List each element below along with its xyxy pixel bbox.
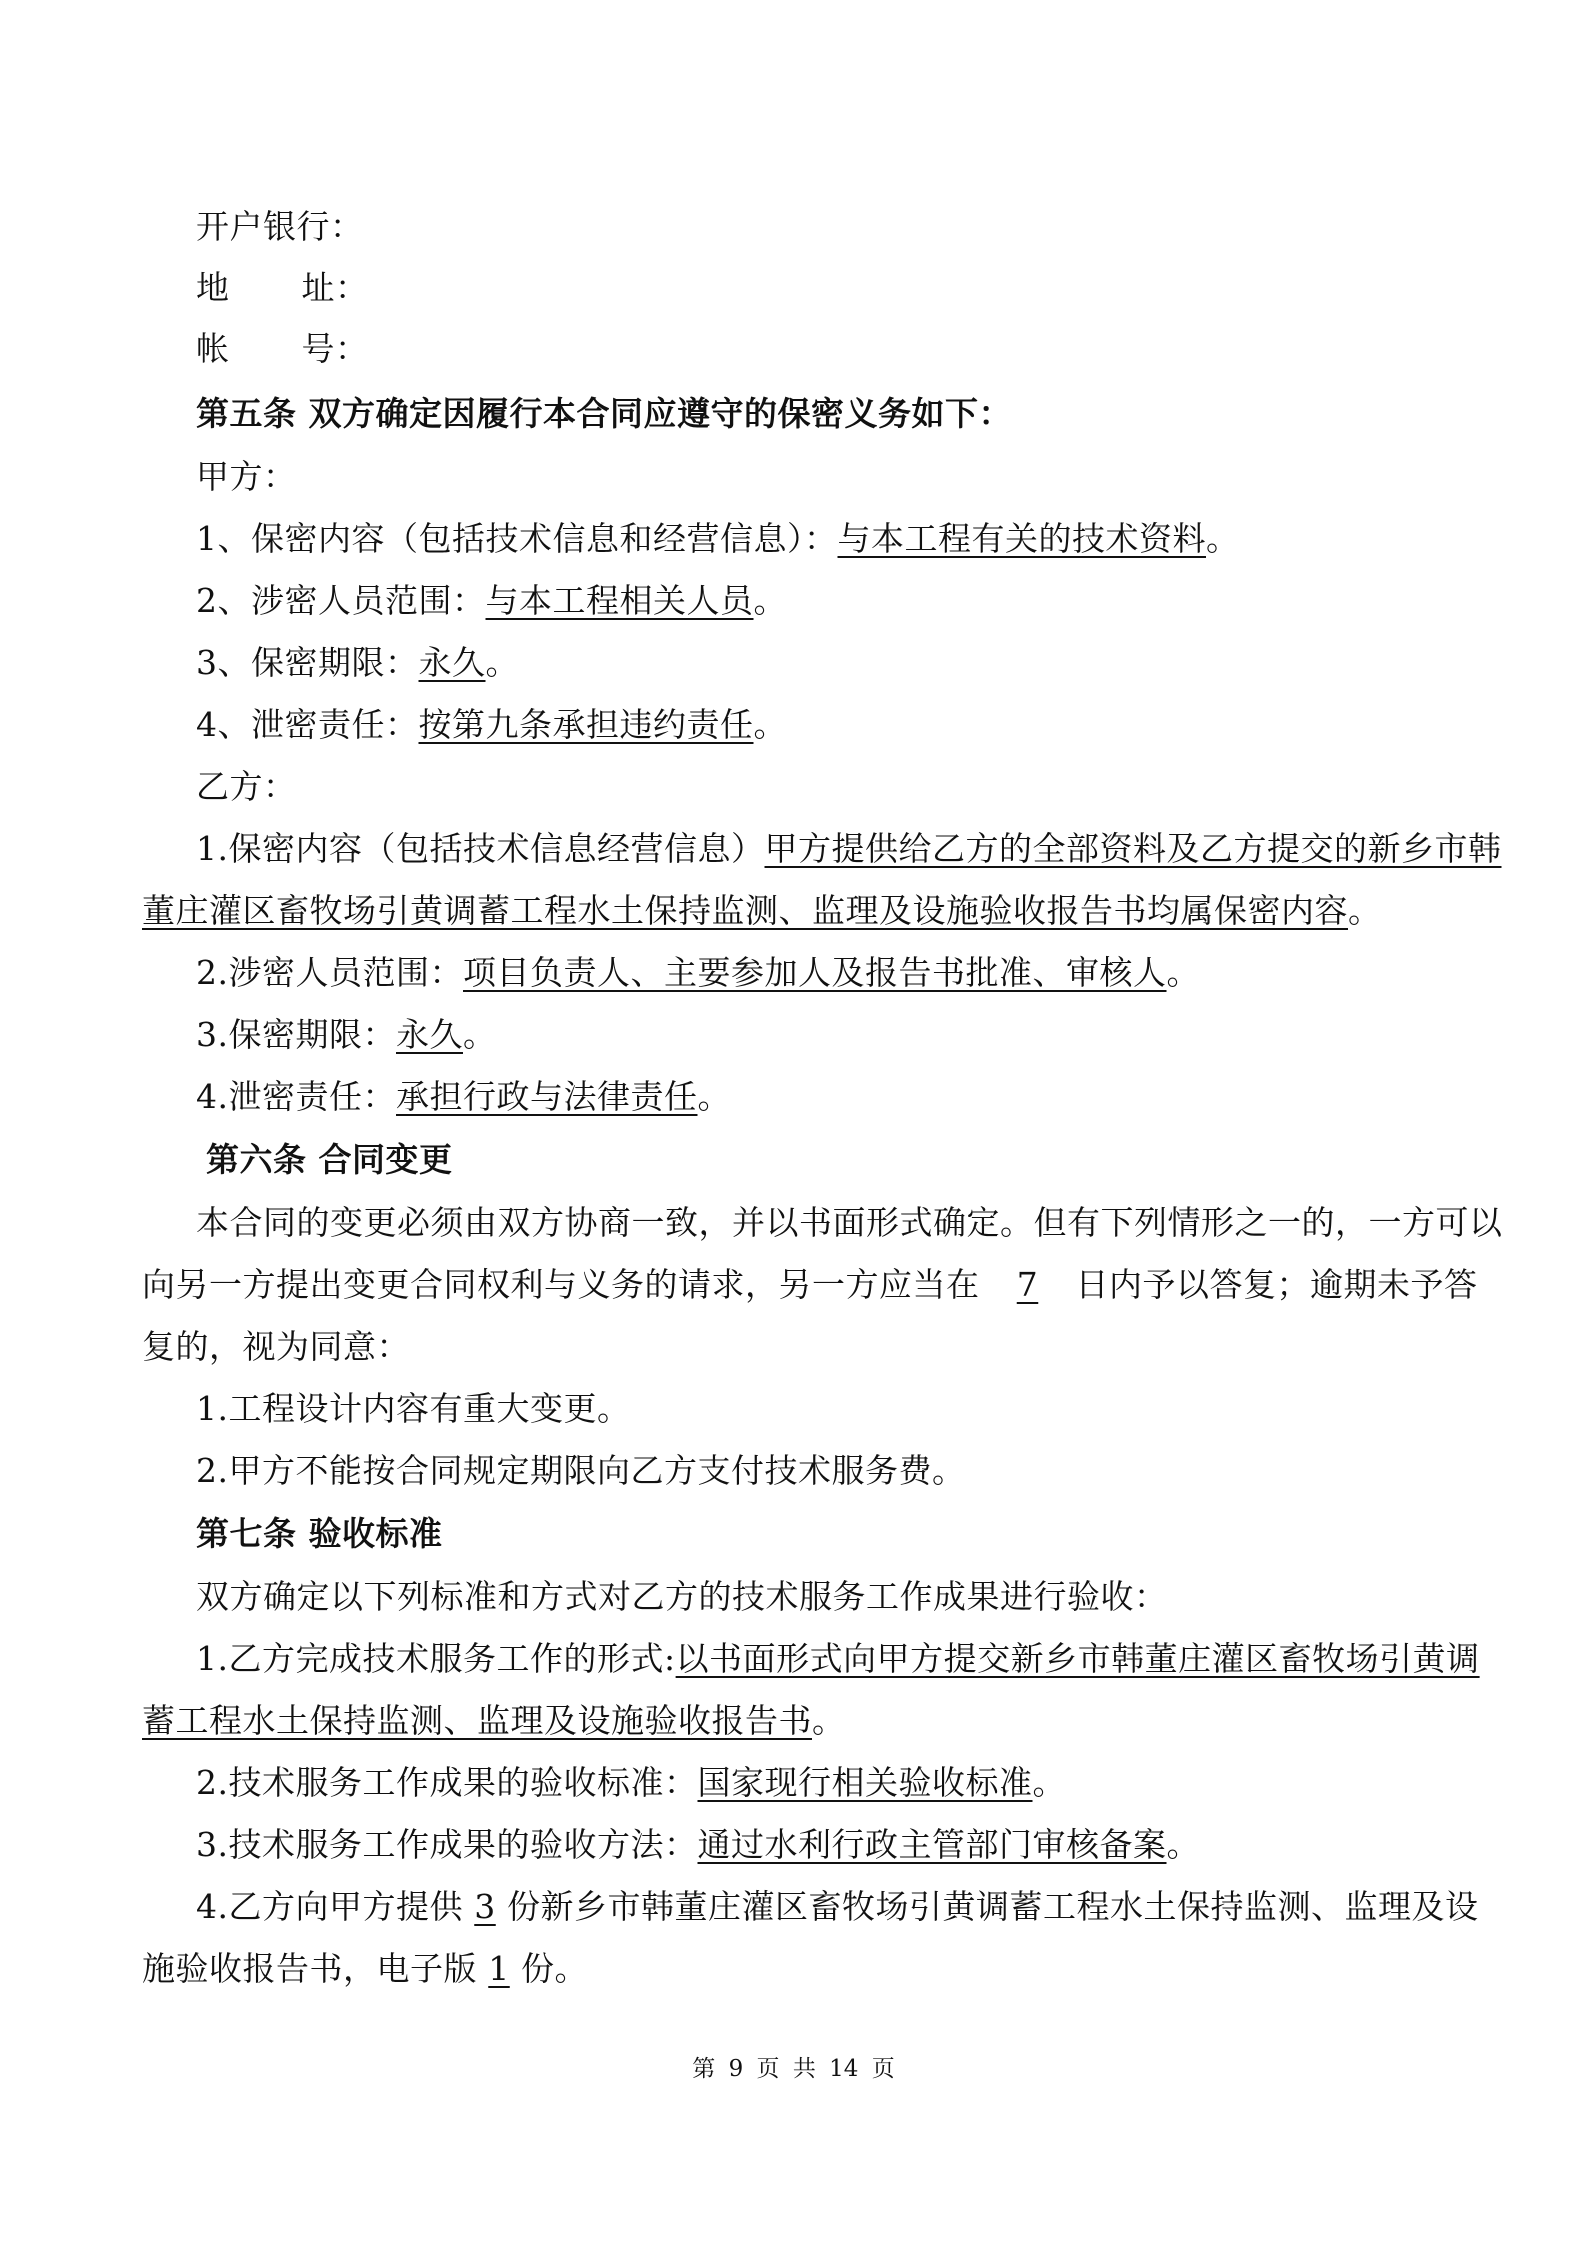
article7-item-4-cont: 施验收报告书，电子版 1 份。	[142, 1949, 588, 1988]
party-b-item-3: 3.保密期限：永久。	[196, 1015, 497, 1054]
article7-item-4: 4.乙方向甲方提供 3 份新乡市韩董庄灌区畜牧场引黄调蓄工程水土保持监测、监理及设	[196, 1887, 1479, 1926]
article6-paragraph-line-2: 向另一方提出变更合同权利与义务的请求，另一方应当在 7 日内予以答复；逾期未予答	[142, 1265, 1478, 1304]
article7-item-3: 3.技术服务工作成果的验收方法：通过水利行政主管部门审核备案。	[196, 1825, 1200, 1864]
article7-intro: 双方确定以下列标准和方式对乙方的技术服务工作成果进行验收：	[196, 1577, 1168, 1616]
address-label: 地 址：	[196, 268, 369, 307]
party-a-item-1: 1、保密内容（包括技术信息和经营信息）：与本工程有关的技术资料。	[196, 519, 1240, 558]
party-b-item-1-cont: 董庄灌区畜牧场引黄调蓄工程水土保持监测、监理及设施验收报告书均属保密内容。	[142, 891, 1382, 930]
article7-item-1: 1.乙方完成技术服务工作的形式:以书面形式向甲方提交新乡市韩董庄灌区畜牧场引黄调	[196, 1639, 1480, 1678]
page-number-footer: 第 9 页 共 14 页	[692, 2056, 895, 2082]
account-number-label: 帐 号：	[196, 329, 369, 368]
article7-item-2: 2.技术服务工作成果的验收标准：国家现行相关验收标准。	[196, 1763, 1066, 1802]
party-b-item-1: 1.保密内容（包括技术信息经营信息）甲方提供给乙方的全部资料及乙方提交的新乡市韩	[196, 829, 1502, 868]
party-a-item-4: 4、泄密责任：按第九条承担违约责任。	[196, 705, 787, 744]
article6-item-1: 1.工程设计内容有重大变更。	[196, 1389, 631, 1428]
party-b-item-4: 4.泄密责任：承担行政与法律责任。	[196, 1077, 731, 1116]
article6-item-2: 2.甲方不能按合同规定期限向乙方支付技术服务费。	[196, 1451, 966, 1490]
bank-label: 开户银行：	[196, 207, 364, 246]
party-a-item-3: 3、保密期限：永久。	[196, 643, 519, 682]
article6-paragraph-line-3: 复的，视为同意：	[142, 1327, 410, 1366]
party-b-item-2: 2.涉密人员范围：项目负责人、主要参加人及报告书批准、审核人。	[196, 953, 1200, 992]
article6-paragraph-line-1: 本合同的变更必须由双方协商一致，并以书面形式确定。但有下列情形之一的，一方可以	[196, 1203, 1503, 1242]
article6-heading: 第六条 合同变更	[206, 1140, 453, 1179]
party-b-label: 乙方：	[196, 767, 297, 806]
article5-heading: 第五条 双方确定因履行本合同应遵守的保密义务如下：	[196, 394, 1012, 433]
party-a-item-2: 2、涉密人员范围：与本工程相关人员。	[196, 581, 787, 620]
article7-item-1-cont: 蓄工程水土保持监测、监理及设施验收报告书。	[142, 1701, 846, 1740]
party-a-label: 甲方：	[196, 457, 297, 496]
article7-heading: 第七条 验收标准	[196, 1514, 443, 1553]
